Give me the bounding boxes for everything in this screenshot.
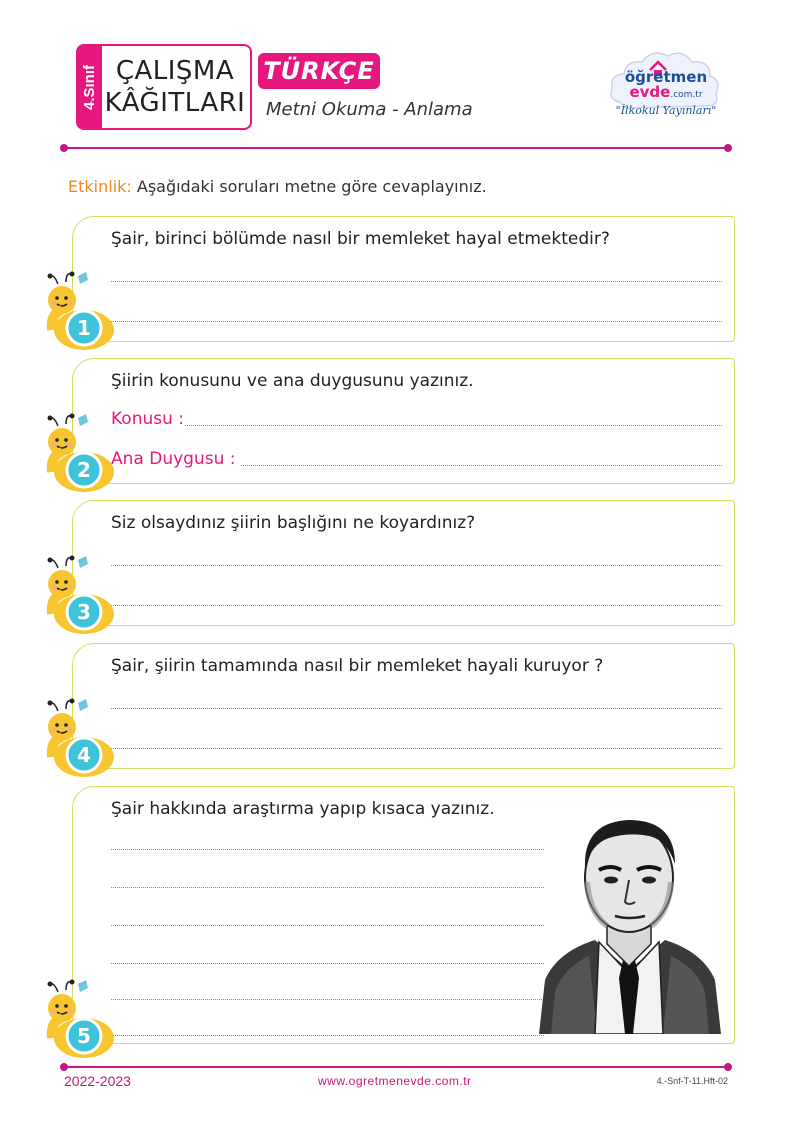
poet-portrait-illustration — [537, 802, 723, 1034]
question-number: 1 — [77, 316, 91, 340]
answer-line[interactable] — [111, 748, 722, 749]
activity-instruction — [68, 177, 487, 196]
activity-text: Aşağıdaki soruları metne göre cevaplayınız. — [131, 177, 487, 196]
snail-mascot-icon — [44, 978, 116, 1060]
question-text-3: Siz olsaydınız şiirin başlığını ne koyardınız? — [111, 513, 476, 533]
question-text-5: Şair hakkında araştırma yapıp kısaca yazınız. — [111, 799, 495, 819]
grade-label: 4.Sınıf — [80, 64, 98, 110]
footer-year: 2022-2023 — [64, 1073, 131, 1089]
question-number: 2 — [77, 458, 91, 482]
question-box-1 — [72, 216, 735, 342]
logo-brand-main: öğretmen — [624, 68, 708, 86]
question-text-4: Şair, şiirin tamamında nasıl bir memleket hayali kuruyor ? — [111, 656, 604, 676]
activity-label: Etkinlik: — [68, 177, 132, 196]
answer-line[interactable] — [111, 849, 544, 850]
answer-line[interactable] — [111, 281, 722, 282]
topic-answer-line[interactable] — [185, 425, 722, 426]
subject-badge: TÜRKÇE — [258, 53, 380, 89]
question-box-4 — [72, 643, 735, 769]
snail-mascot-icon — [44, 412, 116, 494]
emotion-answer-line[interactable] — [241, 465, 722, 466]
footer-divider — [64, 1066, 728, 1068]
question-number: 5 — [77, 1024, 91, 1048]
snail-mascot-icon — [44, 270, 116, 352]
answer-line[interactable] — [111, 565, 722, 566]
answer-line[interactable] — [111, 321, 722, 322]
question-text-2: Şiirin konusunu ve ana duygusunu yazınız. — [111, 371, 474, 391]
snail-mascot-icon — [44, 697, 116, 779]
logo-tagline: "İlkokul Yayınları" — [615, 104, 717, 117]
answer-line[interactable] — [111, 963, 544, 964]
question-number: 4 — [77, 743, 91, 767]
logo-brand-text — [616, 70, 716, 103]
footer-website-link[interactable]: www.ogretmenevde.com.tr — [318, 1074, 472, 1088]
answer-line[interactable] — [111, 708, 722, 709]
footer-document-code: 4.-Snf-T-11.Hft-02 — [656, 1076, 728, 1086]
question-box-3 — [72, 500, 735, 626]
question-box-2 — [72, 358, 735, 484]
topic-label: Konusu : — [111, 409, 185, 429]
logo-brand-sub: evde — [629, 83, 671, 101]
snail-mascot-icon — [44, 554, 116, 636]
worksheet-subtitle: Metni Okuma - Anlama — [266, 99, 473, 120]
title-line-1: ÇALIŞMA — [115, 56, 235, 86]
header-divider — [64, 147, 728, 149]
answer-line[interactable] — [111, 605, 722, 606]
question-number: 3 — [77, 600, 91, 624]
title-line-2: KÂĞITLARI — [104, 88, 246, 118]
emotion-label: Ana Duygusu : — [111, 449, 236, 469]
answer-line[interactable] — [111, 1035, 544, 1036]
answer-line[interactable] — [111, 999, 544, 1000]
worksheet-title — [100, 44, 252, 130]
question-text-1: Şair, birinci bölümde nasıl bir memleket hayal etmektedir? — [111, 229, 610, 249]
answer-line[interactable] — [111, 925, 544, 926]
answer-line[interactable] — [111, 887, 544, 888]
logo-brand-domain: .com.tr — [670, 90, 703, 100]
grade-tab — [76, 44, 102, 130]
